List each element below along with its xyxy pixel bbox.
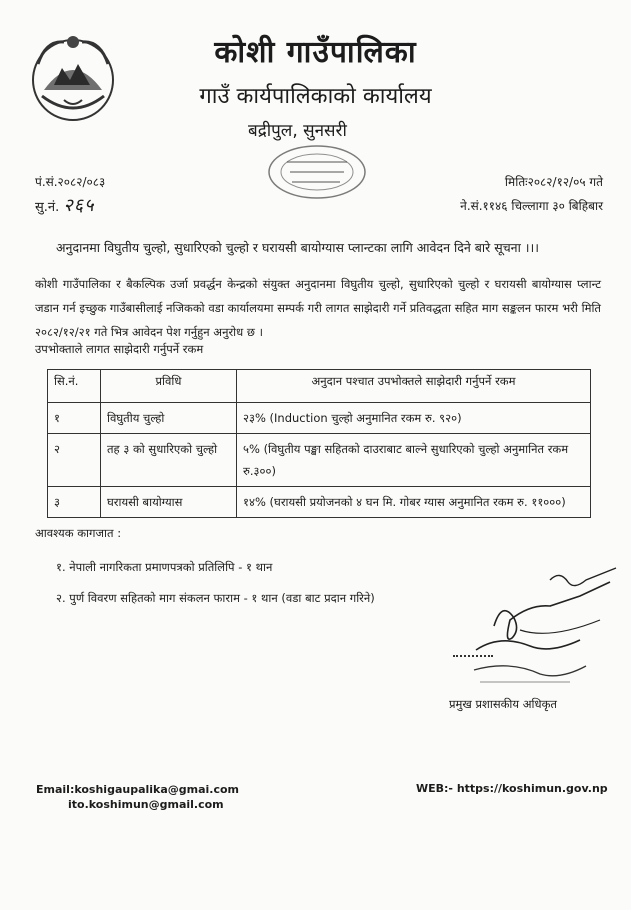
office-subtitle: गाउँ कार्यपालिकाको कार्यालय (199, 84, 432, 109)
notice-date: मितिः२०८२/१२/०५ गते (504, 175, 603, 189)
cell-serial: २ (48, 434, 101, 487)
table-row (48, 434, 591, 487)
cell-amount: ५% (विघुतीय पङ्खा सहितको दाउराबाट बाल्ने सुधारिएको चुल्हो अनुमानित रकम रु.३००) (237, 434, 591, 487)
footer-website: WEB:- https://koshimun.gov.np (416, 782, 608, 795)
document-item: १. नेपाली नागरिकता प्रमाणपत्रको प्रतिलिपि - १ थान (56, 560, 273, 574)
officer-title: प्रमुख प्रशासकीय अधिकृत (449, 697, 557, 711)
dispatch-number-value: २६५ (63, 195, 95, 216)
office-name: कोशी गाउँपालिका (214, 35, 417, 70)
email-secondary: ito.koshimun@gmail.com (68, 798, 224, 811)
fiscal-year: पं.सं.२०८२/०८३ (35, 175, 106, 189)
header-amount: अनुदान पश्चात उपभोक्तले साझेदारी गर्नुपर्ने रकम (237, 370, 591, 403)
cost-sharing-table (47, 369, 591, 518)
officer-name-stamp (470, 630, 590, 690)
header-serial: सि.नं. (48, 370, 101, 403)
cost-caption: उपभोक्ताले लागत साझेदारी गर्नुपर्ने रकम (35, 342, 204, 356)
cell-serial: ३ (48, 487, 101, 518)
header-technology: प्रविधि (101, 370, 237, 403)
table-row (48, 403, 591, 434)
cell-technology: घरायसी बायोग्यास (101, 487, 237, 518)
cell-amount: २३% (Induction चुल्हो अनुमानित रकम रु. ९२०) (237, 403, 591, 434)
dispatch-number (35, 193, 95, 217)
notice-title: अनुदानमा विघुतीय चुल्हो, सुधारिएको चुल्हो र घरायसी बायोग्यास प्लान्टका लागि आवेदन दिने बारे सूचना ।।। (56, 240, 539, 255)
table-header-row (48, 370, 591, 403)
dispatch-label: सु.नं. (35, 200, 60, 215)
office-stamp (262, 140, 382, 202)
cell-serial: १ (48, 403, 101, 434)
table-row (48, 487, 591, 518)
document-item: २. पुर्ण विवरण सहितको माग संकलन फाराम - १ थान (वडा बाट प्रदान गरिने) (56, 591, 375, 605)
cell-technology: विघुतीय चुल्हो (101, 403, 237, 434)
required-documents-title: आवश्यक कागजात : (35, 526, 122, 540)
cell-amount: १४% (घरायसी प्रयोजनको ४ घन मि. गोबर ग्यास अनुमानित रकम रु. ११०००) (237, 487, 591, 518)
cell-technology: तह ३ को सुधारिएको चुल्हो (101, 434, 237, 487)
email-primary: Email:koshigaupalika@gmai.com (36, 783, 240, 796)
footer-emails (36, 782, 239, 812)
notice-body: कोशी गाउँपालिका र बैकल्पिक उर्जा प्रवर्द्धन केन्द्रको संयुक्त अनुदानमा विघुतीय चुल्हो, सुधारिएको चुल्हो र घरायसी बायोग्यास प्लान्ट जडान गर्न इच्छुक गाउँबासीलाई नजिकको वडा कार्यालयमा सम्पर्क गरी लागत साझेदारी गर्ने प्रतिवद्धता सहित माग सङ्कलन फारम भरी मिति २०८२/१२/२१ गते भित्र आवेदन पेश गर्नुहुन अनुरोध छ । (35, 277, 601, 339)
nepal-sambat-date: ने.सं.११४६ चिल्लागा ३० बिहिबार (460, 199, 603, 213)
office-location: बद्रीपुल, सुनसरी (248, 121, 347, 141)
